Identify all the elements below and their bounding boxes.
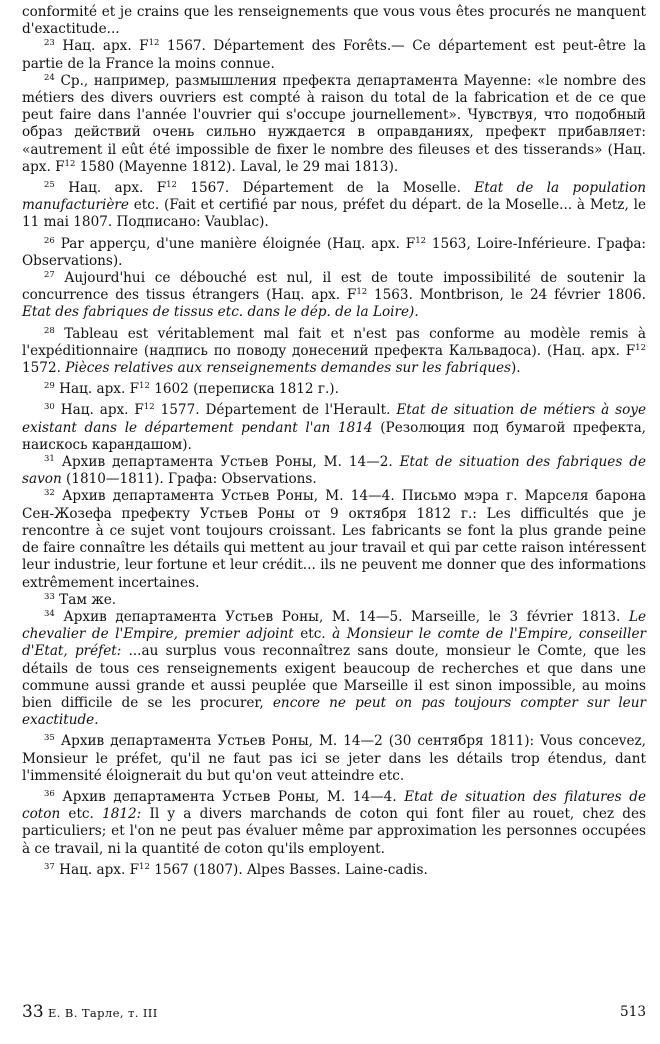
footnote-27: $^{27}$ Aujourd'hui ce débouché est nul, il est de toute impossibilité de soutenir la concurrence des tissus étrangers (Нац. арх. $F^{12}$ 1563. Montbrison, le 24 février 1806. Etat des fabriques de tissus etc. dans le dép. de la Loire).	[22, 270, 646, 321]
footnote-28: $^{28}$ Tableau est véritablement mal fait et n'est pas conforme au modèle remis à l'expéditionnaire (надпись по поводу донесений префекта Кальвадоса). (Нац. арх. $F^{12}$ 1572. Pièces relatives aux renseignements demandes sur les fabriques).	[22, 325, 646, 377]
footnote-31: $^{31}$ Архив департамента Устьев Роны, М. 14—2. Etat de situation des fabriques de savon (1810—1811). Графа: Observations.	[22, 454, 646, 488]
footnote-25: $^{25}$ Нац. арх. $F^{12}$ 1567. Département de la Moselle. Etat de la population manufacturière etc. (Fait et certifié par nous, préfet du départ. de la Moselle... à Metz, le 11 mai 1807. Подписано: Vaublac).	[22, 180, 647, 231]
source-line: Е. В. Тарле, т. III	[47, 1006, 158, 1020]
footnote-30: $^{30}$ Нац. арх. $F^{12}$ 1577. Département de l'Herault. Etat de situation de métiers à soye existant dans le département pendant l'an 1814 (Резолюция под бумагой префекта, наискось карандашом).	[22, 402, 647, 453]
footnote-35: $^{35}$ Архив департамента Устьев Роны, М. 14—2 (30 сентября 1811): Vous concevez, Monsieur le préfet, qu'il ne faut pas ici se jeter dans les détails trop étendus, dant l'immensité éloignerait du but qu'on veut atteindre etc.	[22, 733, 646, 784]
footnote-29: $^{29}$ Нац. арх. $F^{12}$ 1602 (переписка 1812 г.).	[44, 381, 339, 398]
footnote-26: $^{26}$ Par apperçu, d'une manière éloignée (Нац. арх. $F^{12}$ 1563, Loire-Inférieure. Графа: Observations).	[22, 235, 647, 269]
page-number: 513	[620, 1004, 646, 1020]
footnote-34: $^{34}$ Архив департамента Устьев Роны, М. 14—5. Marseille, le 3 février 1813. Le chevalier de l'Empire, premier adjoint etc. à Monsieur le comte de l'Empire, conseiller d'Etat, préfet: ...au surplus vous reconnaîtrez sans doute, monsieur le Comte, que les détails de tous ces renseignements exigent beaucoup de recherches et que dans une commune aussi grande et aussi peuplée que Marseille il est sinon impossible, au moins bien difficile de se les procurer, encore ne peut on pas toujours compter sur leur exactitude.	[22, 608, 647, 729]
footnote-24: $^{24}$ Ср., например, размышления префекта департамента Mayenne: «le nombre des métiers des divers ouvriers est compté à raison du total de la fabrication et de ce que peut faire dans l'année l'ouvrier qui s'occupe journellement». Чувствуя, что подобный образ действий очень сильно нуждается в оправданиях, префект прибавляет: «autrement il eût été impossible de fixer le nombre des fileuses et des tisserands» (Нац. арх. $F^{12}$ 1580 (Mayenne 1812). Laval, le 29 mai 1813).	[22, 72, 647, 175]
signature-mark: 33	[22, 1002, 44, 1022]
page-footer	[22, 1003, 646, 1022]
footnote-23: $^{23}$ Нац. арх. $F^{12}$ 1567. Département des Forêts.— Ce département est peut-être la partie de la France la moins connue.	[22, 38, 647, 72]
footnote-continuation: conformité et je crains que les renseignements que vous vous êtes procurés ne manquent d'exactitude...	[22, 4, 646, 38]
footnote-33: $^{33}$ Там же.	[44, 591, 117, 608]
footnote-36: $^{36}$ Архив департамента Устьев Роны, М. 14—4. Etat de situation des filatures de coton etc. 1812: Il y a divers marchands de coton qui font filer au rouet, chez des particuliers; et l'on ne peut pas évaluer même par approximation les personnes occupées à ce travail, ni la quantité de coton qu'ils employent.	[22, 788, 646, 857]
footnote-32: $^{32}$ Архив департамента Устьев Роны, М. 14—4. Письмо мэра г. Марселя барона Сен-Жозефа префекту Устьев Роны от 9 октября 1812 г.: Les difficultés que je rencontre à ce sujet vont toujours croissant. Les fabricants se font la plus grande peine de faire connaître les détails qui mettent au jour travail et qui par cette raison intéressent leur industrie, leur fortune et leur crédit... ils ne peuvent me donner que des informations extrêmement incertaines.	[22, 488, 646, 591]
footnotes	[22, 4, 646, 879]
footnote-37: $^{37}$ Нац. арх. $F^{12}$ 1567 (1807). Alpes Basses. Laine-cadis.	[44, 861, 428, 878]
